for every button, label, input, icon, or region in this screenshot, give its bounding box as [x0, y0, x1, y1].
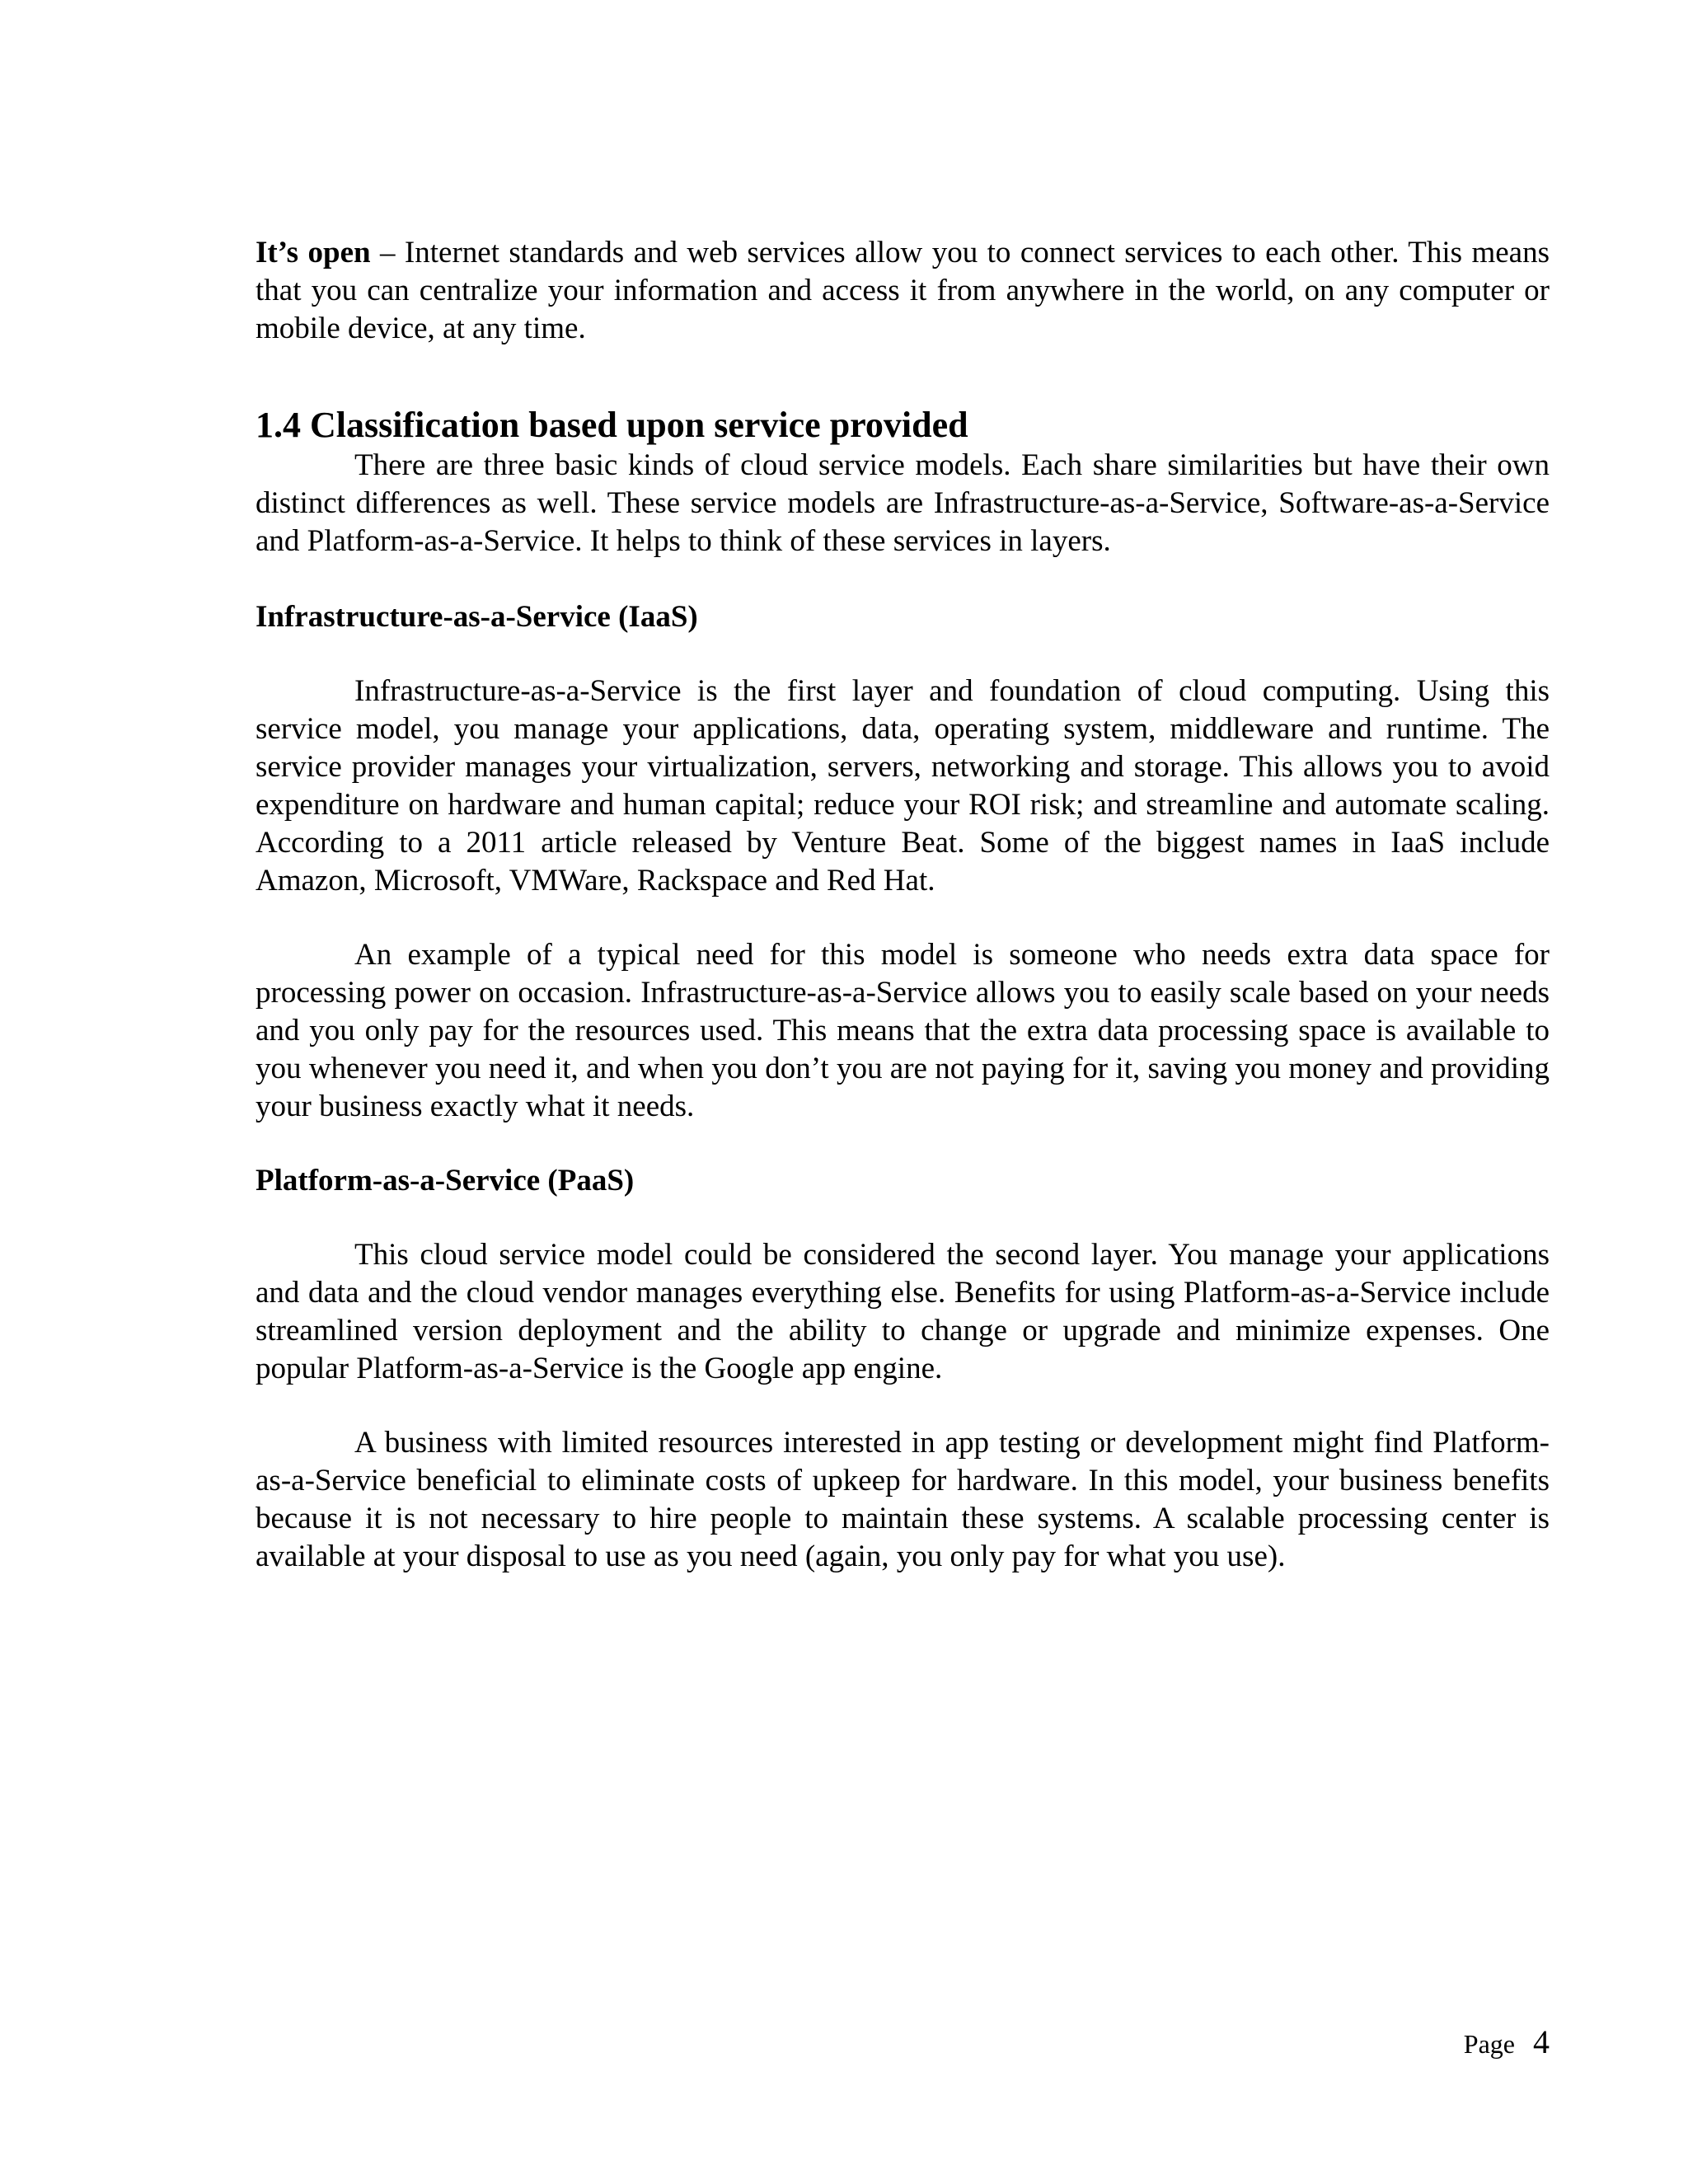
its-open-paragraph	[256, 234, 1550, 348]
iaas-paragraph-2: An example of a typical need for this model is someone who needs extra data space for processing power on occasion. Infrastructure-as-a-Service allows you to easily scale based on your needs and you only pay for the resources used. This means that the extra data processing space is available to you whenever you need it, and when you don’t you are not paying for it, saving you money and providing your business exactly what it needs.	[256, 938, 1550, 1123]
paas-paragraph-2: A business with limited resources interested in app testing or development might find Platform-as-a-Service beneficial to eliminate costs of upkeep for hardware. In this model, your business benefits because it is not necessary to hire people to maintain these systems. A scalable processing center is available at your disposal to use as you need (again, you only pay for what you use).	[256, 1426, 1550, 1573]
iaas-paragraph-1: Infrastructure-as-a-Service is the first layer and foundation of cloud computing. Using this service model, you manage your applications, data, operating system, middleware and runtime. The service provider manages your virtualization, servers, networking and storage. This allows you to avoid expenditure on hardware and human capital; reduce your ROI risk; and streamline and automate scaling. According to a 2011 article released by Venture Beat. Some of the biggest names in IaaS include Amazon, Microsoft, VMWare, Rackspace and Red Hat.	[256, 674, 1550, 898]
its-open-lead: It’s open	[256, 236, 371, 269]
spacer	[256, 560, 1550, 598]
section-heading: 1.4 Classification based upon service provided	[256, 405, 968, 445]
spacer	[256, 900, 1550, 936]
paas-paragraph-1: This cloud service model could be considered the second layer. You manage your applications and data and the cloud vendor manages everything else. Benefits for using Platform-as-a-Service include streamlined version deployment and the ability to change or upgrade and minimize expenses. One popular Platform-as-a-Service is the Google app engine.	[256, 1238, 1550, 1385]
spacer	[256, 1200, 1550, 1236]
spacer	[256, 1126, 1550, 1162]
page-number: 4	[1533, 2023, 1550, 2060]
page-footer	[1464, 2022, 1550, 2061]
its-open-text: – Internet standards and web services allow you to connect services to each other. This means that you can centralize your information and access it from anywhere in the world, on any computer or mobile device, at any time.	[256, 236, 1550, 345]
spacer	[256, 1388, 1550, 1424]
spacer	[256, 348, 1550, 404]
paas-heading: Platform-as-a-Service (PaaS)	[256, 1164, 635, 1197]
section-intro-paragraph: There are three basic kinds of cloud service models. Each share similarities but have their own distinct differences as well. These service models are Infrastructure-as-a-Service, Software-as-a-Service and Platform-as-a-Service. It helps to think of these services in layers.	[256, 448, 1550, 558]
spacer	[256, 636, 1550, 673]
page-label: Page	[1463, 2029, 1515, 2059]
page-body	[256, 234, 1550, 1576]
iaas-heading: Infrastructure-as-a-Service (IaaS)	[256, 600, 698, 634]
